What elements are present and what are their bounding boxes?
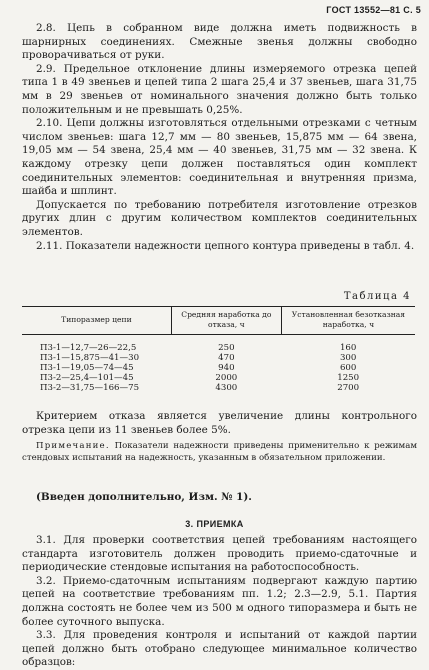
table-row xyxy=(22,335,415,354)
cell-size: П3-1—19,05—74—45 xyxy=(40,363,134,373)
cell-failure-free: 1250 xyxy=(337,373,360,383)
paragraph-3-1: 3.1. Для проверки соответствия цепей требованиям настоящего стандарта изготовитель должен проводить приемо-сдаточные и периодические стендовые испытания на работоспособность. xyxy=(22,534,417,574)
table-note xyxy=(22,441,417,464)
cell-mean: 250 xyxy=(218,343,235,353)
header-failure-free-time: Установленная безотказная наработка, ч xyxy=(281,307,415,335)
paragraph-3-3: 3.3. Для проведения контроля и испытаний от каждой партии цепей должно быть отобрано следующее минимальное количество образцов: xyxy=(22,629,417,669)
cell-mean: 940 xyxy=(218,363,235,373)
section-title: 3. ПРИЕМКА xyxy=(185,519,244,529)
top-text-block xyxy=(22,22,417,253)
cell-size: П3-2—31,75—166—75 xyxy=(40,383,140,393)
cell-mean: 2000 xyxy=(215,373,238,383)
table-row xyxy=(22,363,415,373)
paragraph-2-11: 2.11. Показатели надежности цепного контура приведены в табл. 4. xyxy=(36,239,415,252)
table-row xyxy=(22,373,415,383)
page-header: ГОСТ 13552—81 С. 5 xyxy=(326,5,421,15)
note-paragraph xyxy=(22,441,417,464)
paragraph-allowance: Допускается по требованию потребителя изготовление отрезков других длин с другим количеством комплектов соединительных элементов. xyxy=(22,198,417,238)
paragraph-2-10: 2.10. Цепи должны изготовляться отдельными отрезками с четным числом звеньев: шага 12,7 мм — 80 звеньев, 15,875 мм — 64 звена, 19,05 мм — 54 звена, 25,4 мм — 40 звеньев, 31,75 мм — 32 звена. К каждому отрезку цепи должен поставляться один комплект соединительных элементов: соединительная и внутренняя призма, шайба и шплинт. xyxy=(22,117,417,198)
bottom-text-block xyxy=(22,534,417,670)
cell-size: П3-2—25,4—101—45 xyxy=(40,373,134,383)
paragraph-failure-criterion: Критерием отказа является увеличение длины контрольного отрезка цепи из 11 звеньев более 5%. xyxy=(22,410,417,436)
amendment-mark: (Введен дополнительно, Изм. № 1). xyxy=(36,491,252,503)
note-label: Примечание. xyxy=(36,441,110,451)
table-header-row xyxy=(22,307,415,335)
header-mean-time: Средняя наработка до отказа, ч xyxy=(171,307,281,335)
criterion-block xyxy=(22,410,417,437)
note-text: Показатели надежности приведены применительно к режимам стендовых испытаний на надежность, указанным в обязательном приложении. xyxy=(22,441,417,463)
cell-failure-free: 2700 xyxy=(337,383,360,393)
paragraph-2-9: 2.9. Предельное отклонение длины измеряемого отрезка цепей типа 1 в 49 звеньев и цепей типа 2 шага 25,4 и 37 звеньев, шага 31,75 мм в 29 звеньев от номинального значения должно быть только положительным и не превышать 0,25%. xyxy=(22,62,417,116)
cell-failure-free: 600 xyxy=(339,363,357,373)
cell-mean: 4300 xyxy=(215,383,238,393)
cell-size: П3-1—12,7—26—22,5 xyxy=(40,343,137,353)
cell-mean: 470 xyxy=(218,353,235,363)
table-row xyxy=(22,353,415,363)
cell-failure-free: 160 xyxy=(339,343,357,353)
table-caption: Таблица 4 xyxy=(343,291,411,302)
table-row xyxy=(22,383,415,393)
cell-failure-free: 300 xyxy=(339,353,357,363)
reliability-table xyxy=(22,306,415,393)
header-chain-size: Типоразмер цепи xyxy=(22,307,171,335)
cell-size: П3-1—15,875—41—30 xyxy=(40,353,140,363)
paragraph-2-8: 2.8. Цепь в собранном виде должна иметь подвижность в шарнирных соединениях. Смежные звенья должны свободно проворачиваться от руки. xyxy=(22,22,417,62)
paragraph-3-2: 3.2. Приемо-сдаточным испытаниям подвергают каждую партию цепей на соответствие требованиям пп. 1.2; 2.3—2.9, 5.1. Партия должна состоять не более чем из 500 м одного типоразмера и быть не более суточного выпуска. xyxy=(22,574,417,628)
